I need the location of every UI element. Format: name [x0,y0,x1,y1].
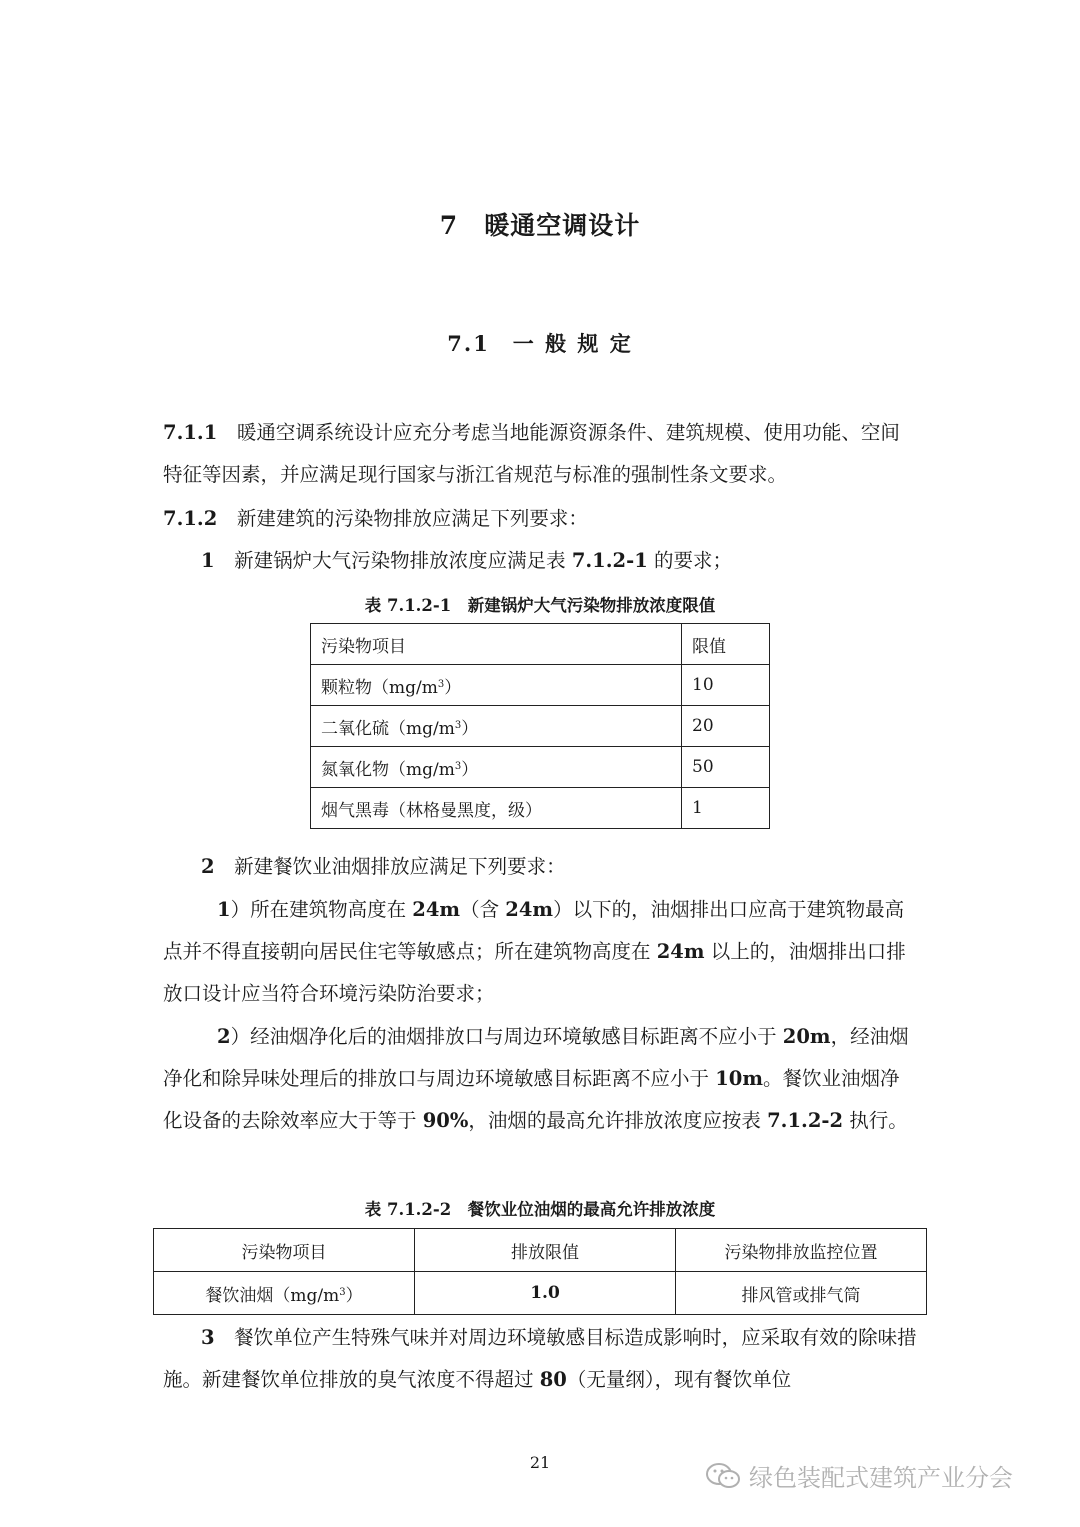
cell-value: 20 [682,706,770,747]
cell-item: 餐饮油烟$(mg/m^3)$ [154,1272,415,1315]
item-text: 的要求； [653,549,732,572]
header-item: 污染物项目 [154,1229,415,1272]
item-number: 1 [201,549,215,572]
item-text: 新建锅炉大气污染物排放浓度应满足表 [234,549,566,572]
header-limit: 限值 [682,624,770,665]
table-header-row [154,1229,927,1272]
caption-text: 餐饮业位油烟的最高允许排放浓度 [467,1200,716,1219]
cell-item: 氮氧化物$(mg/m^3)$ [311,747,682,788]
table-ref: 7.1.2-1 [571,549,648,572]
item-2 [163,846,918,888]
cell-value: 10 [682,665,770,706]
header-location: 污染物排放监控位置 [676,1229,927,1272]
clause-text: 暖通空调系统设计应充分考虑当地能源资源条件、建筑规模、使用功能、空间特征等因素，并应满足现行国家与浙江省规范与标准的强制性条文要求。 [163,421,900,486]
clause-text: 新建建筑的污染物排放应满足下列要求： [236,507,588,530]
cell-item: 颗粒物$(mg/m^3)$ [311,665,682,706]
item-number: 3 [201,1326,215,1349]
wechat-icon [705,1462,741,1490]
cell-value: 1 [682,788,770,829]
caption-number: 表 7.1.2-1 [364,596,452,615]
table-row [311,665,770,706]
item-3: 3 餐饮单位产生特殊气味并对周边环境敏感目标造成影响时，应采取有效的除味措施。新建餐饮单位排放的臭气浓度不得超过 80（无量纲），现有餐饮单位 [163,1326,917,1391]
section-title: 7.1 一 般 规 定 [447,331,633,356]
clause-7-1-1 [163,412,918,496]
item-1 [163,540,918,582]
cell-item: 二氧化硫$(mg/m^3)$ [311,706,682,747]
caption-text: 新建锅炉大气污染物排放浓度限值 [467,596,716,615]
clause-7-1-2 [163,498,918,540]
emission-limit-table [310,623,770,829]
watermark-text: 绿色装配式建筑产业分会 [749,1464,1013,1492]
table-row [311,706,770,747]
page-number: 21 [529,1453,551,1472]
watermark [705,1458,1013,1493]
table-row [154,1272,927,1315]
header-item: 污染物项目 [311,624,682,665]
cooking-fume-table [153,1228,927,1315]
cell-value: 50 [682,747,770,788]
table2-caption [0,1196,1080,1220]
sub-number: 1 [217,898,231,921]
cell-limit: 1.0 [415,1272,676,1315]
sub-item-1: 1）所在建筑物高度在 24m（含 24m）以下的，油烟排出口应高于建筑物最高点并不得直接朝向居民住宅等敏感点；所在建筑物高度在 24m 以上的，油烟排出口排放口设计应当符合环境污染防治要求； [163,898,906,1005]
sub-item-2: 2）经油烟净化后的油烟排放口与周边环境敏感目标距离不应小于 20m，经油烟净化和除异味处理后的排放口与周边环境敏感目标距离不应小于 10m。餐饮业油烟净化设备的去除效率应大于等于 90%，油烟的最高允许排放浓度应按表 7.1.2-2 执行。 [163,1025,909,1132]
sub-number: 2 [217,1025,231,1048]
cell-location: 排风管或排气筒 [676,1272,927,1315]
clause-number: 7.1.1 [163,421,218,444]
table-row [311,747,770,788]
table1-caption [0,592,1080,616]
header-limit: 排放限值 [415,1229,676,1272]
cell-item: 烟气黑毒（林格曼黑度，级） [311,788,682,829]
table-header-row [311,624,770,665]
item-text: 新建餐饮业油烟排放应满足下列要求： [234,855,566,878]
chapter-title: 7 暖通空调设计 [439,211,641,240]
item-number: 2 [201,855,215,878]
table-row [311,788,770,829]
clause-number: 7.1.2 [163,507,218,530]
caption-number: 表 7.1.2-2 [364,1200,452,1219]
